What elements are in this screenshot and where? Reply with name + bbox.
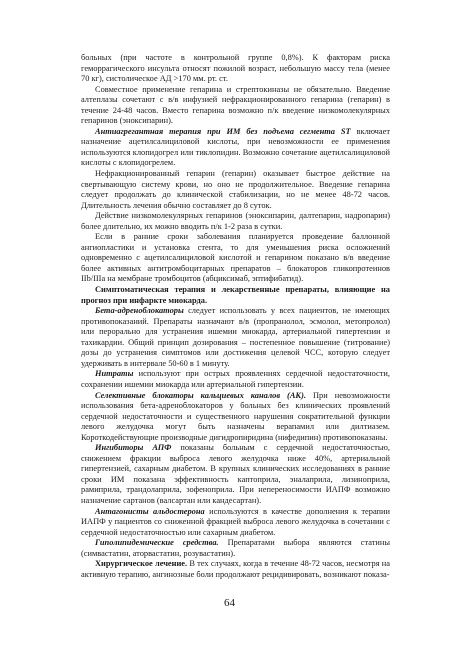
heading-antiplatelet: Антиагрегантная терапия при ИМ без подъема сегмента ST xyxy=(95,126,351,136)
heading-surgical-treatment: Хирургическое лечение. xyxy=(95,559,188,569)
page-body xyxy=(81,53,390,580)
paragraph-ace-inhibitors: Ингибиторы АПФ показаны больным с сердечной недостаточностью, снижением фракции выброса левого желудочка ниже 40%, артериальной гипертензией, сахарным диабетом. В крупных клинических исследованиях в ранние сроки ИМ показана эффективность каптоприла, эналаприла, лизиноприла, рамиприла, трандолаприла, зофеноприла. При непереносимости ИАПФ возможно назначение сартанов (валсартан или кандесартан). xyxy=(81,443,390,505)
paragraph-nitrates: Нитраты используют при острых проявлениях сердечной недостаточности, сохранении ишемии миокарда или артериальной гипертензии. xyxy=(81,369,390,389)
heading-ace-inhibitors: Ингибиторы АПФ xyxy=(95,443,172,453)
paragraph-surgical-treatment: Хирургическое лечение. В тех случаях, когда в течение 48-72 часов, несмотря на активную терапию, ангинозные боли продолжают рецидивировать, возникают показа- xyxy=(81,559,390,579)
paragraph-calcium-blockers: Селективные блокаторы кальциевых каналов (АК). При невозможности использования бета-адреноблокаторов у больных без клинических проявлений сердечной недостаточности и существенного нарушения сократительной функции левого желудочка могут быть назначены верапамил или дилтиазем. Короткодействующие производные дигидропиридина (нифедипин) противопоказаны. xyxy=(81,390,390,442)
heading-aldosterone-antagonists: Антагонисты альдостерона xyxy=(95,506,205,516)
paragraph-angioplasty: Если в ранние сроки заболевания планируется проведение баллонной ангиопластики и установка стента, то для уменьшения риска осложнений одновременно с ацетилсалициловой кислотой и гепарином показано в/в введение более активных антитромбоцитарных препаратов – блокаторов гликопротеинов IIb/IIIa на мембране тромбоцитов (абциксимаб, эптифибатид). xyxy=(81,232,390,284)
paragraph-lipid-lowering: Гиполипидемические средства. Препаратами выбора являются статины (симвастатин, аторвастатин, розувастатин). xyxy=(81,538,390,558)
paragraph-lmw-heparins: Действие низкомолекулярных гепаринов (эноксипарин, далтепарин, надропарин) более длительно, их можно вводить п/к 1-2 раза в сутки. xyxy=(81,211,390,231)
paragraph-antiplatelet-therapy: Антиагрегантная терапия при ИМ без подъема сегмента ST включает назначение ацетилсалициловой кислоты, при невозможности ее применения используются клопидогрел или тиклопидин. Возможно сочетание ацетилсалициловой кислоты с клопидогрелем. xyxy=(81,126,390,168)
paragraph-beta-blockers: Бета-адреноблокаторы следует использовать у всех пациентов, не имеющих противопоказаний. Препараты назначают в/в (пропранолол, эсмолол, метопролол) или перорально для устранения ишемии миокарда, артериальной гипертензии и тахикардии. Общий принцип дозирования – постепенное повышение (титрование) дозы до устранения симптомов или достижения целевой ЧСС, которую следует удерживать в интервале 50-60 в 1 минуту. xyxy=(81,306,390,368)
paragraph-hemorrhagic-risk: больных (при частоте в контрольной группе 0,8%). К факторам риска геморрагического инсульта относят пожилой возраст, небольшую массу тела (менее 70 кг), систолическое АД >170 мм. рт. ст. xyxy=(81,53,390,84)
section-heading-symptomatic-therapy: Симптоматическая терапия и лекарственные препараты, влияющие на прогноз при инфаркте миокарда. xyxy=(81,285,390,305)
heading-lipid-lowering: Гиполипидемические средства. xyxy=(95,538,219,548)
paragraph-aldosterone-antagonists: Антагонисты альдостерона используются в качестве дополнения к терапии ИАПФ у пациентов со сниженной фракцией выброса левого желудочка в сочетании с сердечной недостаточностью или сахарным диабетом. xyxy=(81,506,390,537)
heading-nitrates: Нитраты xyxy=(95,369,134,379)
heading-calcium-blockers: Селективные блокаторы кальциевых каналов (АК). xyxy=(95,390,306,400)
heading-beta-blockers: Бета-адреноблокаторы xyxy=(95,306,184,316)
page-number: 64 xyxy=(224,597,235,609)
paragraph-unfractionated-heparin: Нефракционированный гепарин (гепарин) оказывает быстрое действие на свертывающую систему крови, но оно не продолжительное. Введение гепарина следует продолжать до клинической стабилизации, но не менее 48-72 часов. Длительность лечения обычно составляет до 8 суток. xyxy=(81,169,390,210)
paragraph-alteplase-heparin: Совместное применение гепарина и стрептокиназы не обязательно. Введение алтеплазы сочетают с в/в инфузией нефракционированного гепарина (гепарин) в течение 24-48 часов. Вместо гепарина возможно п/к введение низкомолекулярных гепаринов (эноксипарин). xyxy=(81,84,390,126)
